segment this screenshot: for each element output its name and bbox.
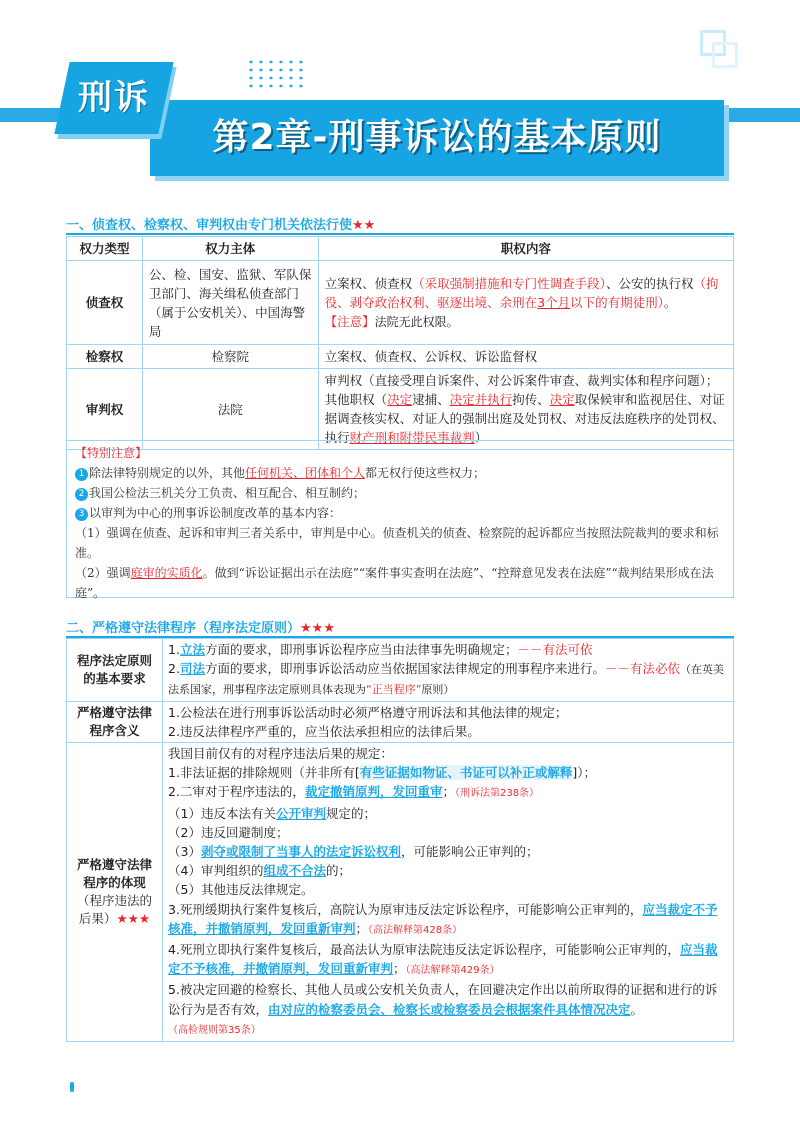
chapter-title: 第2章-刑事诉讼的基本原则 — [212, 117, 662, 158]
note-item: 3 以审判为中心的刑事诉讼制度改革的基本内容： — [75, 503, 725, 523]
row-content: 1.立法方面的要求，即刑事诉讼程序应当由法律事先明确规定；－－有法可依 2.司法方面的要求，即刑事诉讼活动应当依据国家法律规定的刑事程序来进行。－－有法必依（在英美法系国家，刑事程序法定原则具体表现为“正当程序”原则） — [163, 639, 734, 702]
power-content: 立案权、侦查权（采取强制措施和专门性调查手段）、公安的执行权（拘役、剥夺政治权利、驱逐出境、余刑在3个月以下的有期徒刑）。 【注意】法院无此权限。 — [318, 261, 733, 345]
power-type: 审判权 — [67, 369, 143, 450]
section1-heading: 一、侦查权、检察权、审判权由专门机关依法行使★★ — [66, 218, 376, 233]
power-content: 审判权（直接受理自诉案件、对公诉案件审查、裁判实体和程序问题）；其他职权（决定逮捕、决定并执行拘传、决定取保候审和监视居住、对证据调查核实权、对证人的强制出庭及处罚权、对违反法庭秩序的处罚权、执行财产刑和附带民事裁判） — [318, 369, 733, 450]
power-subject: 检察院 — [142, 345, 318, 369]
importance-stars: ★★ — [352, 218, 376, 233]
chapter-header — [0, 0, 800, 215]
subject-tag-label: 刑诉 — [78, 78, 150, 118]
row-label: 严格遵守法律程序含义 — [67, 701, 163, 742]
importance-stars: ★★★ — [300, 621, 335, 636]
table-row — [67, 701, 734, 742]
note-subitem: （1）强调在侦查、起诉和审判三者关系中，审判是中心。侦查机关的侦查、检察院的起诉都应当按照法院裁判的要求和标准。 — [75, 526, 719, 560]
importance-stars: ★★★ — [116, 911, 151, 927]
section2-heading: 二、严格遵守法律程序（程序法定原则）★★★ — [66, 621, 335, 636]
powers-table — [66, 236, 734, 450]
row-content: 我国目前仅有的对程序违法后果的规定： 1.非法证据的排除规则（并非所有[有些证据如物证、书证可以补正或解释]）； 2.二审对于程序违法的，裁定撤销原判，发回重审；（刑诉法第238条） （1）违反本法有关公开审判规定的； （2）违反回避制度； （3）剥夺或限制了当事人的法定诉讼权利，可能影响公正审判的； （4）审判组织的组成不合法的； （5）其他违反法律规定。 3.死刑缓期执行案件复核后，高院认为原审违反法定诉讼程序，可能影响公正审判的，应当裁定不予核准，并撤销原判，发回重新审判；（高法解释第428条） 4.死刑立即执行案件复核后，最高法认为原审法院违反法定诉讼程序，可能影响公正审判的，应当裁定不予核准，并撤销原判，发回重新审判；（高法解释第429条） 5.被决定回避的检察长、其他人员或公安机关负责人，在回避决定作出以前所取得的证据和进行的诉讼行为是否有效，由对应的检察委员会、检察长或检察委员会根据案件具体情况决定。（高检规则第35条） — [163, 743, 734, 1042]
power-type: 检察权 — [67, 345, 143, 369]
column-header: 权力类型 — [67, 237, 143, 261]
table-row — [67, 639, 734, 702]
column-header: 职权内容 — [318, 237, 733, 261]
number-badge: 3 — [75, 508, 88, 521]
table-row — [67, 261, 734, 345]
decorative-square — [712, 42, 738, 68]
procedure-table — [66, 638, 734, 1042]
number-badge: 2 — [75, 488, 88, 501]
decorative-dots — [246, 58, 306, 88]
power-subject: 法院 — [142, 369, 318, 450]
table-row — [67, 743, 734, 1042]
subject-tag — [54, 62, 173, 134]
row-label: 程序法定原则的基本要求 — [67, 639, 163, 702]
note-subitem: （2）强调庭审的实质化。做到“诉讼证据出示在法庭”“案件事实查明在法庭”、“控辩意见发表在法庭”“裁判结果形成在法庭”。 — [75, 566, 714, 600]
section1-rule — [66, 233, 734, 235]
column-header: 权力主体 — [142, 237, 318, 261]
special-note-label: 【特别注意】 — [75, 446, 148, 460]
power-content: 立案权、侦查权、公诉权、诉讼监督权 — [318, 345, 733, 369]
table-row — [67, 369, 734, 450]
page-marker — [70, 1082, 74, 1092]
special-note-box — [66, 440, 734, 598]
note-item: 2 我国公检法三机关分工负责、相互配合、相互制约； — [75, 483, 725, 503]
note-label: 【注意】 — [324, 313, 375, 329]
table-row — [67, 345, 734, 369]
note-item: 1 除法律特别规定的以外，其他任何机关、团体和个人都无权行使这些权力； — [75, 463, 725, 483]
chapter-title-box — [150, 100, 724, 176]
power-subject: 公、检、国安、监狱、军队保卫部门、海关缉私侦查部门（属于公安机关）、中国海警局 — [142, 261, 318, 345]
power-type: 侦查权 — [67, 261, 143, 345]
row-label: 严格遵守法律程序的体现 （程序违法的后果）★★★ — [67, 743, 163, 1042]
table-header-row — [67, 237, 734, 261]
number-badge: 1 — [75, 468, 88, 481]
row-content: 1.公检法在进行刑事诉讼活动时必须严格遵守刑诉法和其他法律的规定； 2.违反法律程序严重的，应当依法承担相应的法律后果。 — [163, 701, 734, 742]
